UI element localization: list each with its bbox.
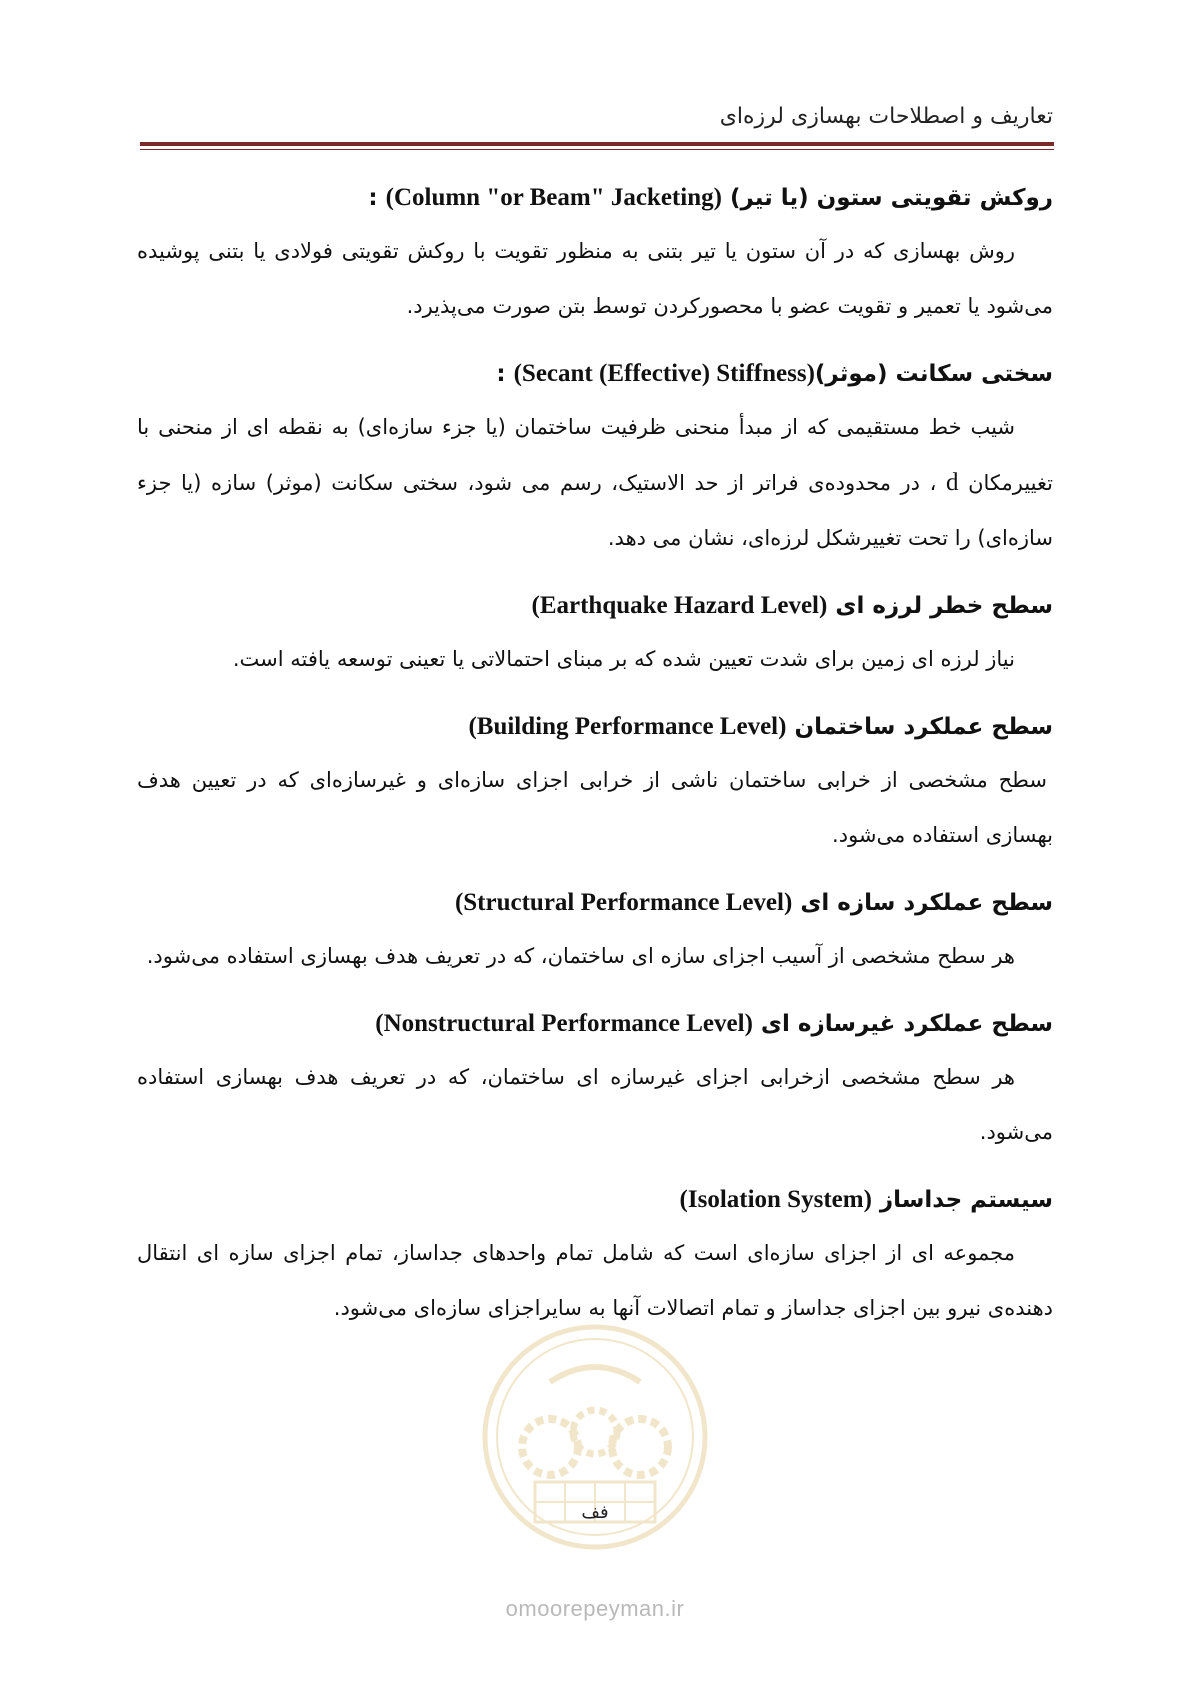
term-heading: [137, 883, 1053, 923]
term-definition: هر سطح مشخصی ازخرابی اجزای غیرسازه ای ساختمان، که در تعریف هدف بهسازی استفاده می‌شود.: [137, 1065, 1053, 1144]
term-definition: [137, 400, 1053, 566]
term-title-fa: سطح عملکرد سازه ای: [800, 890, 1053, 916]
term-title-suffix: :: [496, 361, 506, 387]
term-title-en: (Building Performance Level): [468, 713, 787, 740]
term-title-en: (Nonstructural Performance Level): [375, 1010, 753, 1037]
term-title-fa: روکش تقویتی ستون (یا تیر): [729, 185, 1053, 211]
term-title-suffix: :: [368, 185, 378, 211]
page-number: فف: [581, 1502, 609, 1523]
header-rule-thin: [140, 149, 1054, 150]
watermark-url: omoorepeyman.ir: [505, 1596, 685, 1621]
term-heading: [137, 178, 1053, 218]
term-title-en: (Structural Performance Level): [454, 889, 793, 916]
term-definition: روش بهسازی که در آن ستون یا تیر بتنی به منظور تقویت با روکش تقویتی فولادی یا بتنی پوشیده می‌شود یا تعمیر و تقویت عضو با محصورکردن توسط بتن صورت می‌پذیرد.: [137, 239, 1053, 318]
term-heading: [137, 1004, 1053, 1044]
term-title-en: (Isolation System): [679, 1186, 872, 1213]
term-title-en: (Column "or Beam" Jacketing): [385, 184, 722, 211]
document-body: [137, 178, 1053, 1356]
term-title-fa: سیستم جداساز: [879, 1187, 1053, 1213]
term-title-fa: سطح عملکرد غیرسازه ای: [760, 1011, 1053, 1037]
term-definition: سطح مشخصی از خرابی ساختمان ناشی از خرابی اجزای سازه‌ای و غیرسازه‌ای که در تعیین هدف بهسازی استفاده می‌شود.: [137, 768, 1053, 847]
displacement-symbol: d: [946, 469, 959, 496]
term-title-fa: سختی سکانت (موثر): [814, 361, 1053, 387]
term-definition: هر سطح مشخصی از آسیب اجزای سازه ای ساختمان، که در تعریف هدف بهسازی استفاده می‌شود.: [146, 944, 1015, 968]
term-definition: مجموعه ای از اجزای سازه‌ای است که شامل تمام واحدهای جداساز، تمام اجزای سازه ای انتقال دهنده‌ی نیرو بین اجزای جداساز و تمام اتصالات آنها به سایراجزای سازه‌ای می‌شود.: [137, 1241, 1053, 1320]
header-rule: [140, 142, 1054, 146]
term-heading: [137, 586, 1053, 626]
term-definition-part: شیب خط مستقیمی که از مبدأ منحنی ظرفیت ساختمان (یا جزء سازه‌ای) به نقطه ای از منحنی با تغییرمکان: [137, 415, 1053, 495]
term-title-en: (Earthquake Hazard Level): [531, 592, 828, 619]
term-title-fa: سطح خطر لرزه ای: [835, 593, 1053, 619]
term-title-en: (Secant (Effective) Stiffness): [513, 360, 815, 387]
term-title-fa: سطح عملکرد ساختمان: [794, 714, 1053, 740]
term-definition-part: ، در محدوده‌ی فراتر از حد الاستیک، رسم می شود، سختی سکانت (موثر) سازه (یا جزء سازه‌ای) را تحت تغییرشکل لرزه‌ای، نشان می دهد.: [137, 471, 1053, 550]
running-header: تعاریف و اصطلاحات بهسازی لرزه‌ای: [719, 104, 1053, 129]
term-definition: نیاز لرزه ای زمین برای شدت تعیین شده که بر مبنای احتمالاتی یا تعینی توسعه یافته است.: [232, 647, 1015, 671]
term-heading: [137, 707, 1053, 747]
term-heading: [137, 1180, 1053, 1220]
term-heading: [137, 354, 1053, 394]
